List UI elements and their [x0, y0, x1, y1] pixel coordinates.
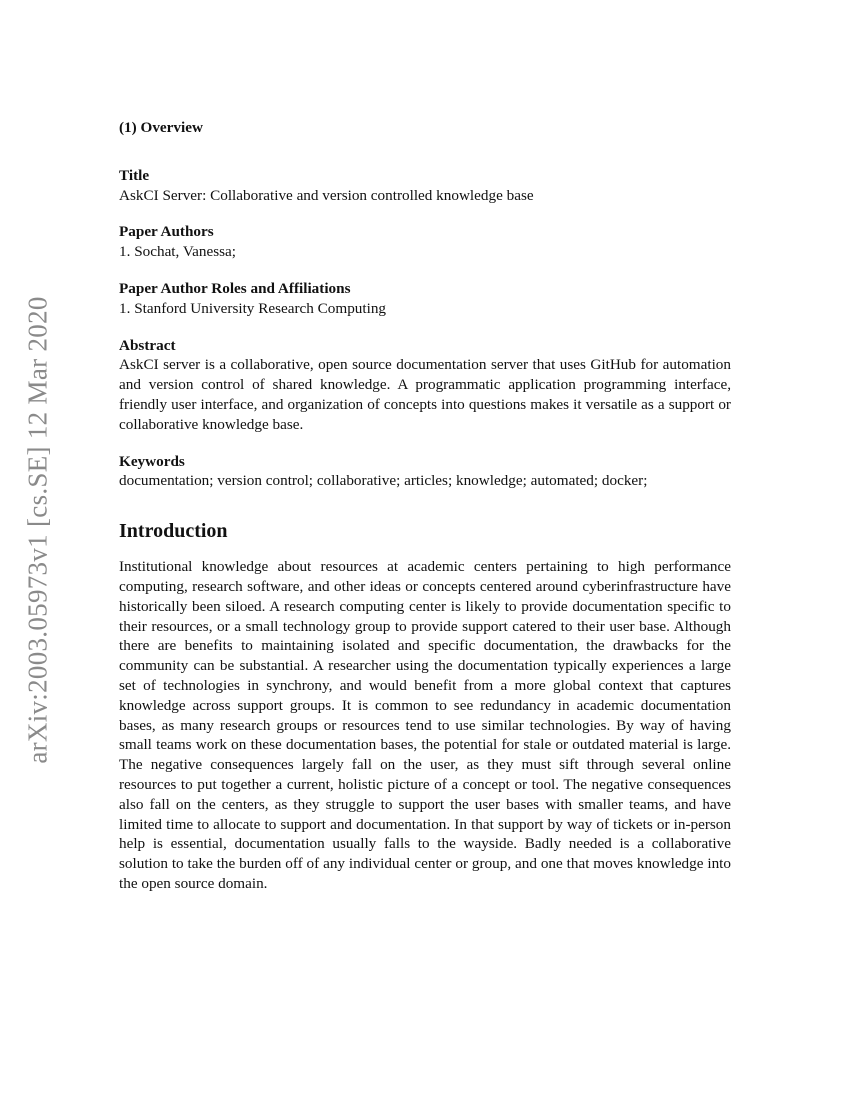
introduction-heading: Introduction	[119, 520, 228, 543]
title-label: Title	[119, 166, 150, 184]
abstract-text: AskCI server is a collaborative, open source documentation server that uses GitHub for automation and version control of shared knowledge. A programmatic application programming interface, friendly user interface, and organization of concepts into questions makes it versatile as a support or collaborative knowledge base.	[119, 356, 731, 433]
keywords-label: Keywords	[119, 452, 185, 470]
keywords-list: documentation; version control; collaborative; articles; knowledge; automated; docker;	[119, 472, 648, 490]
introduction-body: Institutional knowledge about resources at academic centers pertaining to high performance computing, research software, and other ideas or concepts centered around cyberinfrastructure have historically been siloed. A research computing center is likely to provide documentation specific to their resources, or a small technology group to provide support catered to their user base. Although there are benefits to maintaining isolated and specific documentation, the drawbacks for the community can be substantial. A researcher using the documentation typically experiences a large set of technologies in synchrony, and would benefit from a more global context that captures knowledge across support groups. It is common to see redundancy in academic documentation bases, as many research groups or resources tend to use similar technologies. By way of having small teams work on these documentation bases, the potential for stale or outdated material is large. The negative consequences largely fall on the user, as they must sift through several online resources to put together a current, holistic picture of a concept or tool. The negative consequences also fall on the centers, as they struggle to support the user bases with smaller teams, and have limited time to allocate to support and documentation. In that support by way of tickets or in-person help is essential, documentation usually falls to the wayside. Badly needed is a collaborative solution to take the burden off of any individual center or group, and one that moves knowledge into the open source domain.	[119, 558, 731, 892]
paper-page-content	[119, 118, 731, 894]
arxiv-identifier-stamp: arXiv:2003.05973v1 [cs.SE] 12 Mar 2020	[22, 296, 53, 764]
affiliations-block	[119, 279, 731, 319]
authors-block	[119, 222, 731, 262]
affiliations-list: 1. Stanford University Research Computing	[119, 299, 387, 317]
keywords-block	[119, 452, 731, 492]
overview-heading: (1) Overview	[119, 119, 203, 136]
abstract-label: Abstract	[119, 336, 176, 354]
abstract-block	[119, 336, 731, 435]
paper-title: AskCI Server: Collaborative and version controlled knowledge base	[119, 186, 534, 204]
title-block	[119, 166, 731, 206]
authors-list: 1. Sochat, Vanessa;	[119, 243, 236, 261]
affiliations-label: Paper Author Roles and Affiliations	[119, 279, 351, 297]
authors-label: Paper Authors	[119, 223, 214, 241]
